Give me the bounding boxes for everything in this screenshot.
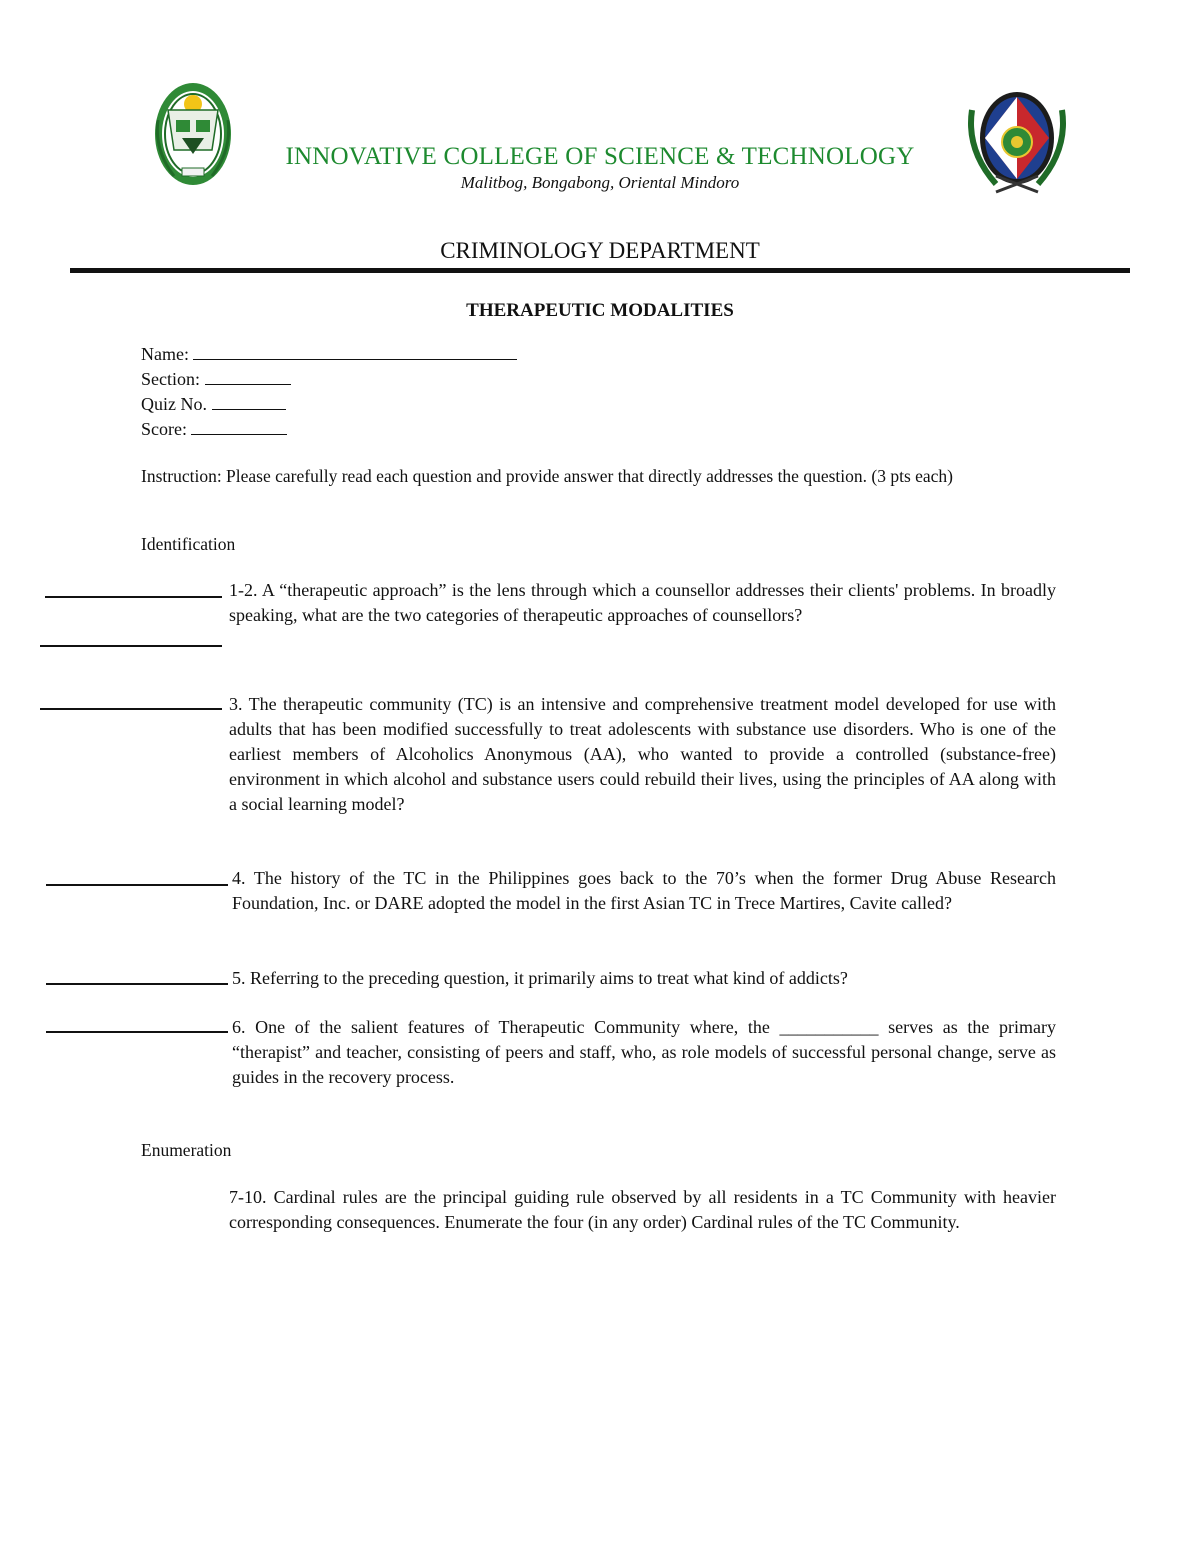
quiz-blank[interactable] <box>212 393 286 410</box>
header-divider <box>70 268 1130 273</box>
answer-line[interactable] <box>45 596 222 598</box>
answer-line[interactable] <box>46 884 228 886</box>
name-blank[interactable] <box>193 343 517 360</box>
enumeration-heading: Enumeration <box>141 1140 232 1160</box>
question-1-2: 1-2. A “therapeutic approach” is the lens through which a counsellor addresses their clients' problems. In broadly speaking, what are the two categories of therapeutic approaches of counsellors? <box>229 580 1056 625</box>
answer-line[interactable] <box>46 1031 228 1033</box>
question-7-10: 7-10. Cardinal rules are the principal guiding rule observed by all residents in a TC Community with heavier corresponding consequences. Enumerate the four (in any order) Cardinal rules of the TC Community. <box>229 1187 1056 1232</box>
college-address: Malitbog, Bongabong, Oriental Mindoro <box>460 173 740 192</box>
question-4: 4. The history of the TC in the Philippines goes back to the 70’s when the former Drug Abuse Research Foundation, Inc. or DARE adopted the model in the first Asian TC in Trece Martires, Cavite called? <box>232 868 1056 913</box>
quiz-label: Quiz No. <box>141 394 207 414</box>
score-label: Score: <box>141 419 187 439</box>
name-field <box>141 343 517 365</box>
score-field <box>141 418 287 440</box>
identification-heading: Identification <box>141 534 236 554</box>
question-6: 6. One of the salient features of Therapeutic Community where, the ___________ serves as the primary “therapist” and teacher, consisting of peers and staff, who, as role models of successful personal change, serve as guides in the recovery process. <box>232 1017 1056 1087</box>
department-title: CRIMINOLOGY DEPARTMENT <box>440 238 760 263</box>
answer-line[interactable] <box>46 983 228 985</box>
name-label: Name: <box>141 344 189 364</box>
score-blank[interactable] <box>191 418 287 435</box>
college-seal-logo <box>152 80 234 188</box>
college-name: INNOVATIVE COLLEGE OF SCIENCE & TECHNOLOGY <box>285 143 915 170</box>
question-3: 3. The therapeutic community (TC) is an intensive and comprehensive treatment model developed for use with adults that has been modified successfully to treat adolescents with substance use disorders. Who is one of the earliest members of Alcoholics Anonymous (AA), who wanted to provide a controlled (substance-free) environment in which alcohol and substance users could rebuild their lives, using the principles of AA along with a social learning model? <box>229 694 1056 814</box>
section-blank[interactable] <box>205 368 291 385</box>
answer-line[interactable] <box>40 708 222 710</box>
section-field <box>141 368 291 390</box>
instruction-text: Instruction: Please carefully read each question and provide answer that directly addresses the question. (3 pts each) <box>141 466 954 486</box>
question-5: 5. Referring to the preceding question, it primarily aims to treat what kind of addicts? <box>232 968 848 988</box>
subject-title: THERAPEUTIC MODALITIES <box>466 300 734 321</box>
answer-line[interactable] <box>40 645 222 647</box>
quiz-field <box>141 393 286 415</box>
section-label: Section: <box>141 369 200 389</box>
